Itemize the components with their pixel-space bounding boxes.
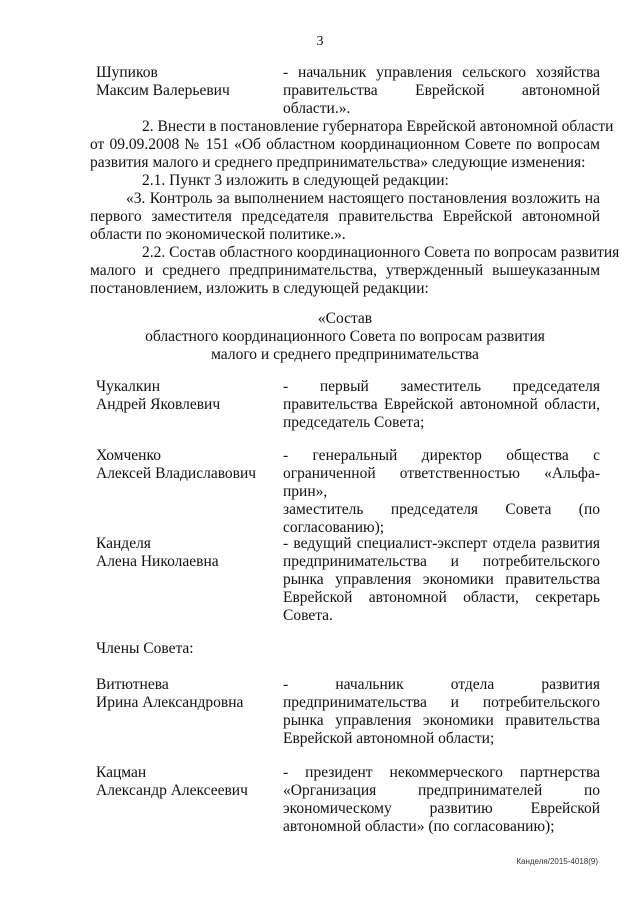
paragraph-2-2-line: 2.2. Состав областного координационного Совета по вопросам развития: [142, 244, 620, 261]
desc-line: - генеральный директор общества с: [283, 447, 600, 464]
desc-line: Совета.: [283, 607, 333, 624]
desc-line: экономическому развитию Еврейской: [283, 800, 600, 817]
paragraph-2: [90, 118, 620, 298]
desc-line: ограниченной ответственностью «Альфа-прин»,: [283, 465, 600, 500]
paragraph-2-2-line: постановлением, изложить в следующей редакции:: [90, 280, 429, 297]
member-desc: [283, 764, 600, 836]
desc-line: согласованию);: [283, 519, 385, 536]
top-entry-surname: Шупиков: [96, 64, 158, 81]
member-given-name: Андрей Яковлевич: [96, 396, 221, 413]
member-given-name: Александр Алексеевич: [96, 782, 248, 799]
member-desc: [283, 676, 600, 748]
desc-line: заместитель председателя Совета (по: [283, 501, 600, 518]
heading-line: «Состав: [317, 310, 373, 327]
top-entry-desc: [283, 64, 600, 118]
desc-line: предпринимательства и потребительского: [283, 553, 600, 570]
desc-line: рынка управления экономики правительства: [283, 571, 600, 588]
footer-reference: Канделя/2015-4018(9): [516, 857, 598, 866]
top-entry-name: [96, 64, 230, 100]
desc-line: - ведущий специалист-эксперт отдела развития: [283, 535, 600, 552]
paragraph-line: развития малого и среднего предпринимательства» следующие изменения:: [90, 154, 586, 171]
paragraph-2-1: 2.1. Пункт 3 изложить в следующей редакции:: [142, 172, 449, 189]
top-entry-given-name: Максим Валерьевич: [96, 82, 230, 99]
member-given-name: Алексей Владиславович: [96, 465, 257, 482]
desc-line: - начальник управления сельского хозяйства: [283, 64, 600, 81]
paragraph-line: от 09.09.2008 № 151 «Об областном координационном Совете по вопросам: [90, 136, 600, 153]
desc-line: правительства Еврейской автономной области,: [283, 396, 600, 413]
member-surname: Канделя: [96, 535, 151, 552]
desc-line: рынка управления экономики правительства: [283, 712, 600, 729]
member-name: [96, 764, 248, 800]
quote-line: «3. Контроль за выполнением настоящего постановления возложить на: [126, 190, 600, 207]
member-surname: Чукалкин: [96, 378, 160, 395]
member-given-name: Ирина Александровна: [96, 694, 244, 711]
members-label: Члены Совета:: [96, 640, 194, 657]
member-name: [96, 535, 219, 571]
quote-line: области по экономической политике.».: [90, 226, 346, 243]
desc-line: правительства Еврейской автономной области.».: [283, 82, 600, 117]
desc-line: - начальник отдела развития: [283, 676, 600, 693]
member-desc: [283, 535, 600, 625]
member-name: [96, 378, 220, 414]
member-desc: [283, 447, 600, 537]
member-name: [96, 676, 243, 712]
page-number: 3: [316, 34, 324, 49]
desc-line: Еврейской автономной области;: [283, 730, 495, 747]
member-name: [96, 447, 256, 483]
member-given-name: Алена Николаевна: [96, 553, 219, 570]
desc-line: - первый заместитель председателя: [283, 378, 600, 395]
heading-line: областного координационного Совета по вопросам развития: [145, 328, 545, 345]
desc-line: Еврейской автономной области, секретарь: [283, 589, 600, 606]
paragraph-line: 2. Внести в постановление губернатора Еврейской автономной области: [142, 118, 614, 135]
member-surname: Витютнева: [96, 676, 169, 693]
desc-line: предпринимательства и потребительского: [283, 694, 600, 711]
paragraph-2-2-line: малого и среднего предпринимательства, утвержденный вышеуказанным: [90, 262, 600, 279]
desc-line: автономной области» (по согласованию);: [283, 818, 555, 835]
member-surname: Кацман: [96, 764, 147, 781]
desc-line: председатель Совета;: [283, 414, 425, 431]
heading-line: малого и среднего предпринимательства: [211, 346, 479, 363]
desc-line: «Организация предпринимателей по: [283, 782, 600, 799]
quote-line: первого заместителя председателя правительства Еврейской автономной: [90, 208, 600, 225]
desc-line: - президент некоммерческого партнерства: [283, 764, 600, 781]
composition-heading: [90, 310, 600, 364]
member-desc: [283, 378, 600, 432]
member-surname: Хомченко: [96, 447, 161, 464]
